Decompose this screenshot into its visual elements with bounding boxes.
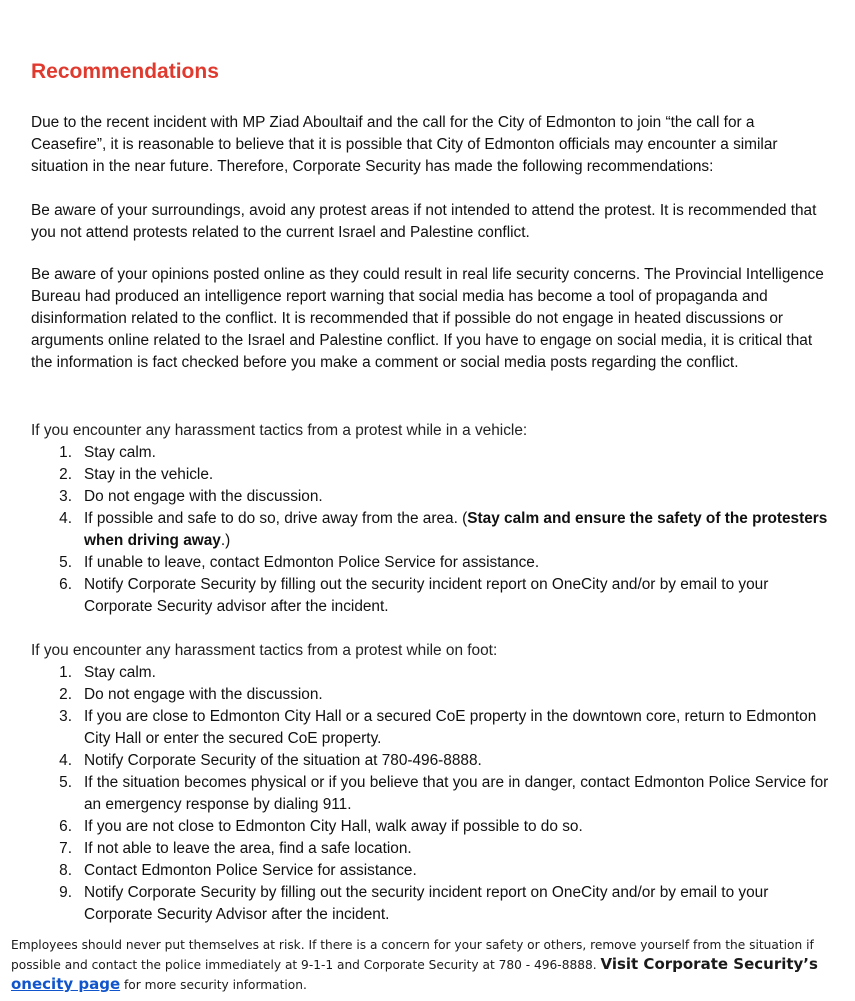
list-item-text: If the situation becomes physical or if you believe that you are in danger, contact Edmonton Police Service for an emergency response by dialing 911. bbox=[84, 774, 829, 813]
footer-text-after-link: for more security information. bbox=[120, 978, 307, 992]
list-item bbox=[31, 816, 831, 838]
list-item-text-group bbox=[84, 508, 831, 552]
list-item bbox=[31, 662, 831, 684]
list-item-number: 6. bbox=[59, 576, 72, 593]
list-item bbox=[31, 684, 831, 706]
list-item-bold-text: Stay calm and ensure the safety of the protesters when driving away bbox=[84, 510, 828, 549]
list-item-number: 3. bbox=[59, 708, 72, 725]
online-opinions-paragraph: Be aware of your opinions posted online as they could result in real life security concerns. The Provincial Intelligence Bureau had produced an intelligence report warning that social media has become a tool of propaganda and disinformation related to the conflict. It is recommended that if possible do not engage in heated discussions or arguments online related to the Israel and Palestine conflict. If you have to engage on social media, it is critical that the information is fact checked before you make a comment or social media posts regarding the conflict. bbox=[31, 266, 824, 371]
list-item bbox=[31, 442, 831, 464]
list-item-number: 3. bbox=[59, 488, 72, 505]
vehicle-steps-list bbox=[31, 442, 831, 618]
list-item-text: Stay calm. bbox=[84, 444, 156, 461]
list-item-number: 2. bbox=[59, 466, 72, 483]
list-item-text: Notify Corporate Security of the situation at 780-496-8888. bbox=[84, 752, 482, 769]
surroundings-paragraph: Be aware of your surroundings, avoid any protest areas if not intended to attend the protest. It is recommended that you not attend protests related to the current Israel and Palestine conflict. bbox=[31, 202, 817, 241]
list-item-text: Contact Edmonton Police Service for assistance. bbox=[84, 862, 417, 879]
list-item bbox=[31, 486, 831, 508]
list-item bbox=[31, 838, 831, 860]
footer-notice bbox=[11, 936, 851, 995]
footer-bold-text: Visit Corporate Security’s bbox=[600, 955, 818, 973]
list-item bbox=[31, 860, 831, 882]
list-item bbox=[31, 772, 831, 816]
list-item bbox=[31, 464, 831, 486]
list-item bbox=[31, 552, 831, 574]
list-item-text: Do not engage with the discussion. bbox=[84, 488, 323, 505]
list-item bbox=[31, 882, 831, 926]
page-title: Recommendations bbox=[31, 60, 219, 83]
list-item-number: 9. bbox=[59, 884, 72, 901]
list-item-number: 1. bbox=[59, 664, 72, 681]
list-item-number: 6. bbox=[59, 818, 72, 835]
list-item-text: Stay calm. bbox=[84, 664, 156, 681]
list-item-text: If you are close to Edmonton City Hall or a secured CoE property in the downtown core, return to Edmonton City Hall or enter the secured CoE property. bbox=[84, 708, 817, 747]
list-item-number: 1. bbox=[59, 444, 72, 461]
list-item-number: 8. bbox=[59, 862, 72, 879]
list-item-number: 5. bbox=[59, 554, 72, 571]
list-item-text: Notify Corporate Security by filling out the security incident report on OneCity and/or by email to your Corporate Security advisor after the incident. bbox=[84, 576, 769, 615]
list-item-number: 7. bbox=[59, 840, 72, 857]
list-item-number: 2. bbox=[59, 686, 72, 703]
list-item-number: 4. bbox=[59, 752, 72, 769]
list-item-text: Stay in the vehicle. bbox=[84, 466, 214, 483]
list-item-text: If not able to leave the area, find a safe location. bbox=[84, 840, 412, 857]
list-item bbox=[31, 574, 831, 618]
foot-section-intro: If you encounter any harassment tactics from a protest while on foot: bbox=[31, 642, 498, 659]
list-item-text: Notify Corporate Security by filling out the security incident report on OneCity and/or by email to your Corporate Security Advisor after the incident. bbox=[84, 884, 769, 923]
foot-steps-list bbox=[31, 662, 831, 926]
list-item-text: If possible and safe to do so, drive away from the area. ( bbox=[84, 510, 468, 527]
list-item-text: Do not engage with the discussion. bbox=[84, 686, 323, 703]
list-item-number: 5. bbox=[59, 774, 72, 791]
list-item bbox=[31, 706, 831, 750]
list-item bbox=[31, 750, 831, 772]
list-item-number: 4. bbox=[59, 510, 72, 527]
onecity-page-link[interactable]: onecity page bbox=[11, 975, 121, 993]
vehicle-section-intro: If you encounter any harassment tactics from a protest while in a vehicle: bbox=[31, 422, 528, 439]
list-item-text: If you are not close to Edmonton City Hall, walk away if possible to do so. bbox=[84, 818, 583, 835]
list-item-text: If unable to leave, contact Edmonton Police Service for assistance. bbox=[84, 554, 540, 571]
footer-text: Employees should never put themselves at risk. If there is a concern for your safety or others, remove yourself from the situation if possible and contact the police immediately at 9-1-1 and Corporate Security at 780 - 496-8888. bbox=[11, 938, 814, 972]
list-item-text-after: .) bbox=[220, 532, 231, 549]
list-item bbox=[31, 508, 831, 552]
intro-paragraph: Due to the recent incident with MP Ziad Aboultaif and the call for the City of Edmonton to join “the call for a Ceasefire”, it is reasonable to believe that it is possible that City of Edmonton officials may encounter a similar situation in the near future. Therefore, Corporate Security has made the following recommendations: bbox=[31, 114, 778, 175]
